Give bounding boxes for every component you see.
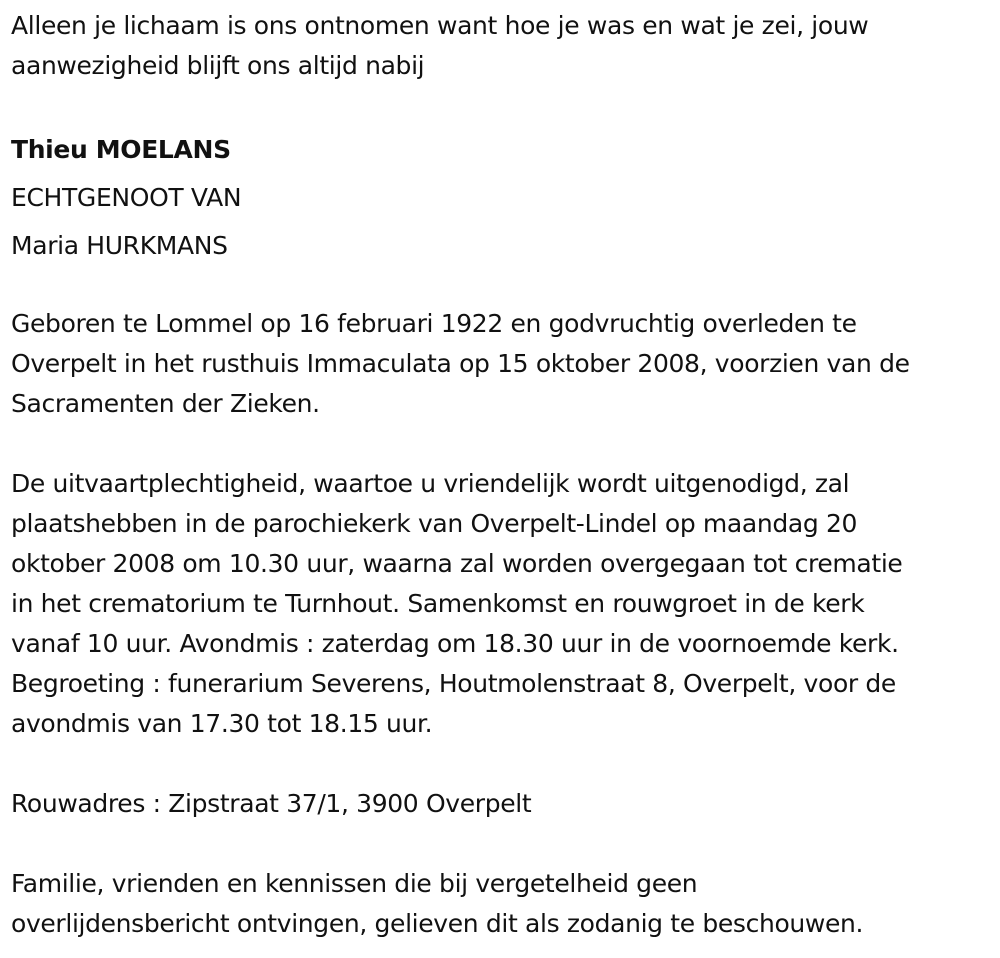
spacer [11,824,1000,864]
spacer [11,424,1000,464]
spouse-name: Maria HURKMANS [11,231,228,260]
spacer [11,270,1000,304]
relation-label: ECHTGENOOT VAN [11,183,242,212]
birth-death-paragraph: Geboren te Lommel op 16 februari 1922 en godvruchtig overleden te Overpelt in het rusthuis Immaculata op 15 oktober 2008, voorzien van de Sacramenten der Zieken. [11,309,910,418]
deceased-name: Thieu MOELANS [11,135,231,164]
memorial-quote: Alleen je lichaam is ons ontnomen want hoe je was en wat je zei, jouw aanwezigheid blijft ons altijd nabij [11,11,869,80]
closing-note: Familie, vrienden en kennissen die bij vergetelheid geen overlijdensbericht ontvingen, gelieven dit als zodanig te beschouwen. [11,869,864,938]
spacer [11,744,1000,784]
spacer [11,86,1000,126]
ceremony-paragraph: De uitvaartplechtigheid, waartoe u vriendelijk wordt uitgenodigd, zal plaatshebben in de parochiekerk van Overpelt-Lindel op maandag 20 oktober 2008 om 10.30 uur, waarna zal worden overgegaan tot crematie in het crematorium te Turnhout. Samenkomst en rouwgroet in de kerk vanaf 10 uur. Avondmis : zaterdag om 18.30 uur in de voornoemde kerk. Begroeting : funerarium Severens, Houtmolenstraat 8, Overpelt, voor de avondmis van 17.30 tot 18.15 uur. [11,469,903,738]
mourning-address: Rouwadres : Zipstraat 37/1, 3900 Overpelt [11,789,532,818]
